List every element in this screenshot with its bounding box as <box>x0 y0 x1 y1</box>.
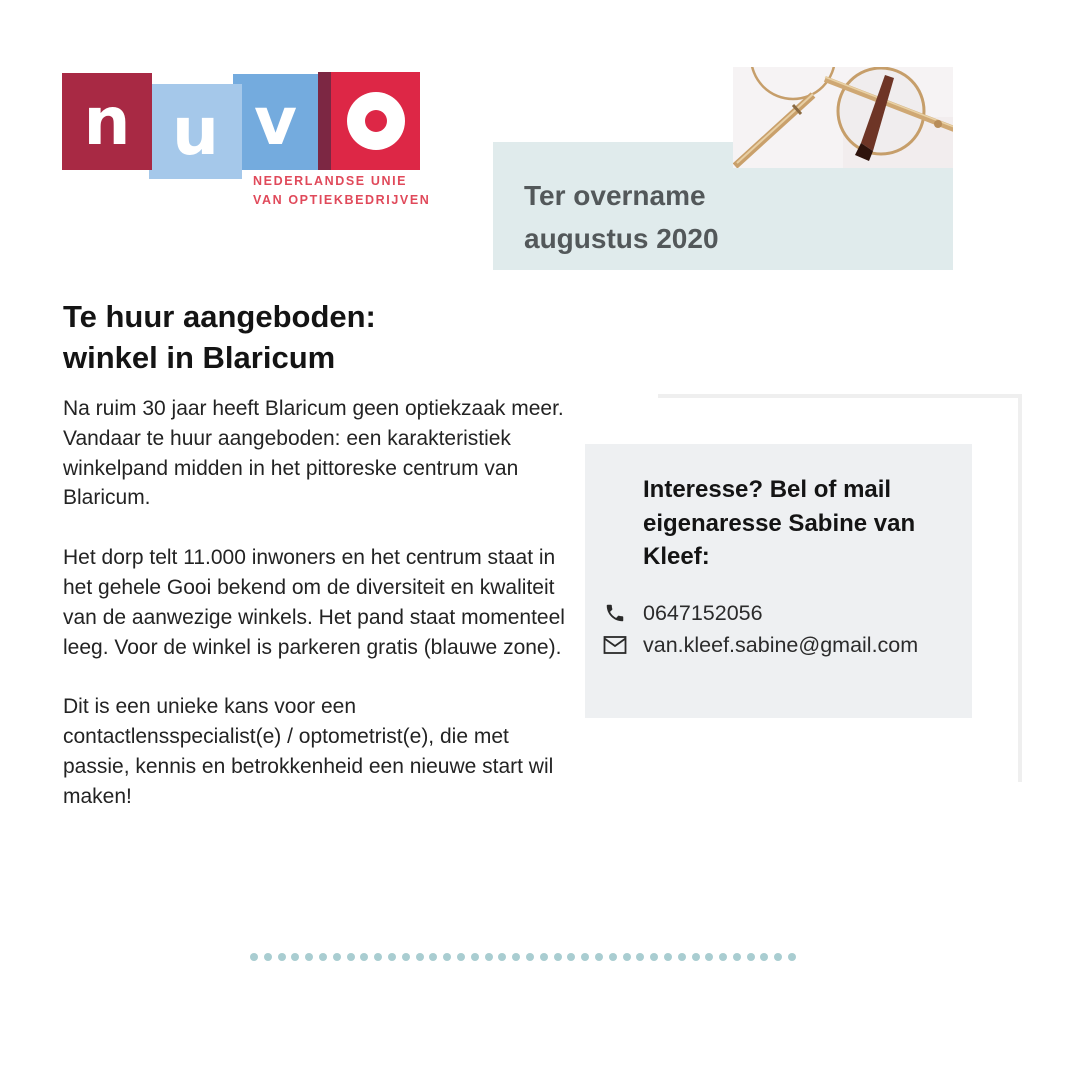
logo-subtext-line2: VAN OPTIEKBEDRIJVEN <box>253 193 431 207</box>
email-row <box>603 633 952 658</box>
dot <box>250 953 258 961</box>
dot <box>333 953 341 961</box>
page-title-line2: winkel in Blaricum <box>63 340 336 375</box>
dot <box>760 953 768 961</box>
dot <box>360 953 368 961</box>
logo-divider-stripe <box>318 72 331 170</box>
dot <box>609 953 617 961</box>
logo-subtext-line1: NEDERLANDSE UNIE <box>253 174 408 188</box>
contact-box <box>585 444 972 718</box>
paragraph-intro: Na ruim 30 jaar heeft Blaricum geen optiekzaak meer. Vandaar te huur aangeboden: een karakteristiek winkelpand midden in het pittoreske centrum van Blaricum. <box>63 397 564 510</box>
mail-icon <box>603 633 627 657</box>
dot <box>291 953 299 961</box>
banner-line1: Ter overname <box>524 180 706 211</box>
dot <box>733 953 741 961</box>
dot <box>526 953 534 961</box>
dot <box>471 953 479 961</box>
logo-letter-v: v <box>253 83 298 160</box>
dot <box>554 953 562 961</box>
dot <box>567 953 575 961</box>
dot <box>416 953 424 961</box>
dot <box>595 953 603 961</box>
dotted-divider <box>250 953 796 961</box>
phone-icon <box>603 601 627 625</box>
glasses-photo <box>733 67 953 168</box>
paragraph-opportunity: Dit is een unieke kans voor een contactlensspecialist(e) / optometrist(e), die met passie, kennis en betrokkenheid een nieuwe start wil maken! <box>63 695 554 808</box>
contact-heading: Interesse? Bel of mail eigenaresse Sabine van Kleef: <box>643 476 916 570</box>
dot <box>692 953 700 961</box>
paragraph-village: Het dorp telt 11.000 inwoners en het centrum staat in het gehele Gooi bekend om de diversiteit en kwaliteit van de aanwezige winkels. Het pand staat momenteel leeg. Voor de winkel is parkeren gratis (blauwe zone). <box>63 546 565 659</box>
dot <box>678 953 686 961</box>
dot <box>512 953 520 961</box>
banner-line2: augustus 2020 <box>524 223 719 254</box>
banner-title <box>524 174 719 260</box>
dot <box>581 953 589 961</box>
dot <box>429 953 437 961</box>
logo-letter-u: u <box>172 92 219 170</box>
dot <box>623 953 631 961</box>
dot <box>664 953 672 961</box>
glasses-photo-illustration <box>733 67 953 168</box>
dot <box>650 953 658 961</box>
logo-letter-o-icon <box>347 92 405 150</box>
page-title-line1: Te huur aangeboden: <box>63 299 376 334</box>
dot <box>636 953 644 961</box>
dot <box>374 953 382 961</box>
logo-square-o <box>331 72 420 170</box>
logo-square-u <box>149 84 242 179</box>
dot <box>788 953 796 961</box>
logo-square-v <box>233 74 318 170</box>
phone-row <box>603 601 952 626</box>
dot <box>705 953 713 961</box>
dot <box>443 953 451 961</box>
dot <box>498 953 506 961</box>
dot <box>402 953 410 961</box>
contact-rows <box>603 601 952 658</box>
dot <box>319 953 327 961</box>
logo-subtext <box>253 172 430 210</box>
dot <box>774 953 782 961</box>
dot <box>278 953 286 961</box>
dot <box>347 953 355 961</box>
dot <box>747 953 755 961</box>
dot <box>457 953 465 961</box>
dot <box>485 953 493 961</box>
dot <box>540 953 548 961</box>
dot <box>305 953 313 961</box>
phone-number[interactable]: 0647152056 <box>643 600 763 625</box>
dot <box>388 953 396 961</box>
email-address[interactable]: van.kleef.sabine@gmail.com <box>643 632 919 657</box>
logo-square-n <box>62 73 152 170</box>
body-copy <box>63 394 570 842</box>
logo-letter-n: n <box>83 82 131 160</box>
dot <box>719 953 727 961</box>
dot <box>264 953 272 961</box>
page-title <box>63 296 376 378</box>
